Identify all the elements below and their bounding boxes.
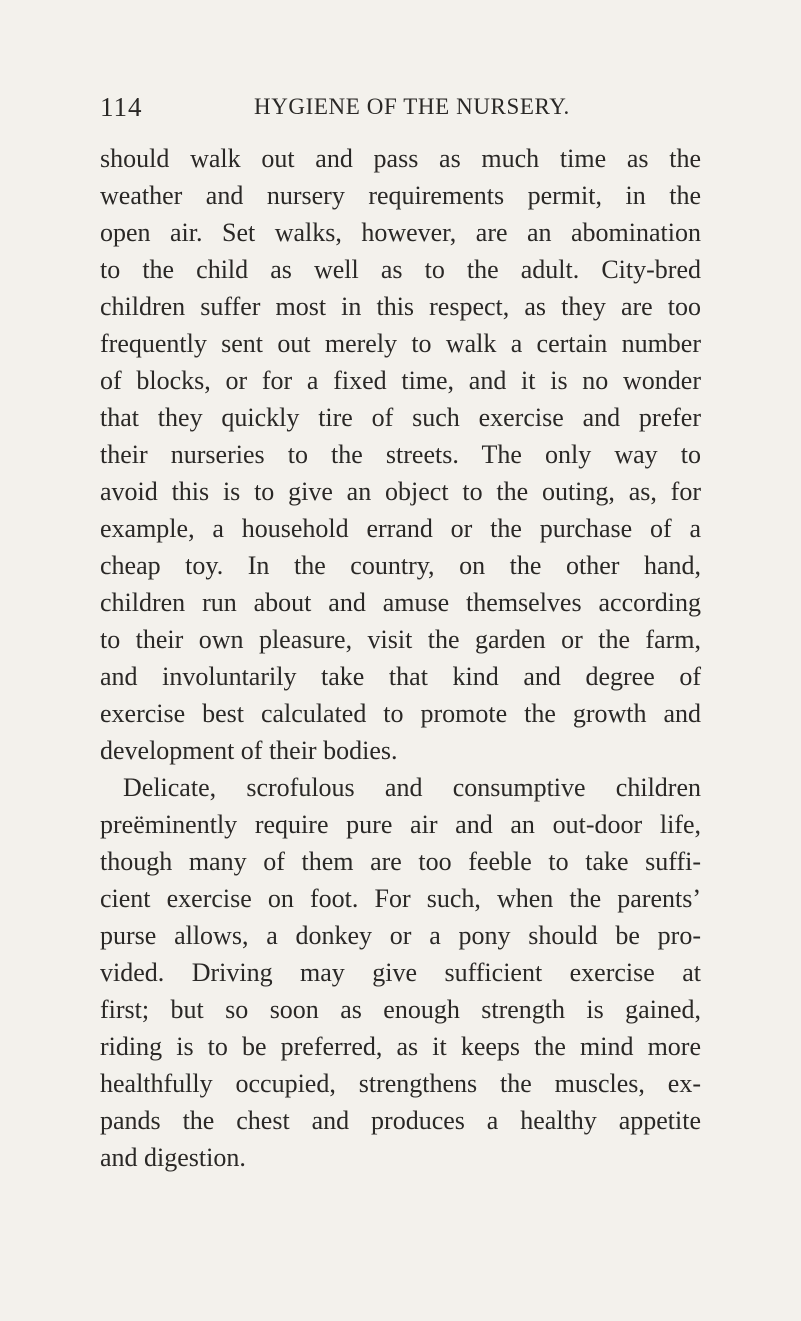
body-text [100,140,701,1176]
text-line: and involuntarily take that kind and degree of [100,662,701,691]
text-line: example, a household errand or the purchase of a [100,514,701,543]
text-line: that they quickly tire of such exercise and prefer [100,403,701,432]
text-line: riding is to be preferred, as it keeps the mind more [100,1032,701,1061]
text-line: should walk out and pass as much time as the [100,144,701,173]
page-number: 114 [100,92,143,122]
text-line: open air. Set walks, however, are an abomination [100,218,701,247]
text-line: and digestion. [100,1143,246,1172]
text-line: cheap toy. In the country, on the other hand, [100,551,701,580]
text-line: avoid this is to give an object to the outing, as, for [100,477,701,506]
text-line: healthfully occupied, strengthens the muscles, ex- [100,1069,701,1098]
text-line: children suffer most in this respect, as they are too [100,292,701,321]
text-line: to the child as well as to the adult. City-bred [100,255,701,284]
text-line: first; but so soon as enough strength is gained, [100,995,701,1024]
text-line: their nurseries to the streets. The only way to [100,440,701,469]
text-line: Delicate, scrofulous and consumptive children [123,773,701,802]
text-line: of blocks, or for a fixed time, and it is no wonder [100,366,701,395]
text-line: weather and nursery requirements permit, in the [100,181,701,210]
text-line: vided. Driving may give sufficient exercise at [100,958,701,987]
text-line: purse allows, a donkey or a pony should be pro- [100,921,701,950]
text-line: cient exercise on foot. For such, when the parents’ [100,884,701,913]
running-title: HYGIENE OF THE NURSERY. [254,94,570,119]
text-line: preëminently require pure air and an out-door life, [100,810,701,839]
text-line: frequently sent out merely to walk a certain number [100,329,701,358]
text-line: though many of them are too feeble to take suffi- [100,847,701,876]
text-line: children run about and amuse themselves according [100,588,701,617]
running-head [100,92,701,126]
text-line: exercise best calculated to promote the growth and [100,699,701,728]
text-line: pands the chest and produces a healthy appetite [100,1106,701,1135]
text-line: development of their bodies. [100,736,398,765]
text-line: to their own pleasure, visit the garden or the farm, [100,625,701,654]
